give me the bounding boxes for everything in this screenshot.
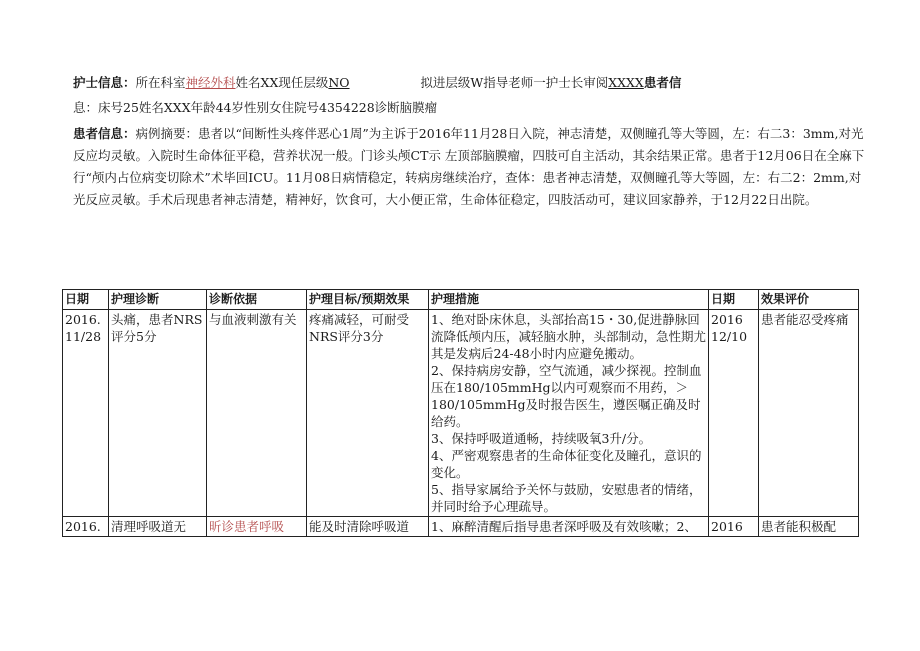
row-date: 2016. [63,517,109,537]
patient-info-label-start: 患者信 [643,75,682,90]
row-measures: 1、麻醉清醒后指导患者深呼吸及有效咳嗽；2、 [429,517,709,537]
name-level: 姓名XX现任层级 [235,75,329,90]
header-measures: 护理措施 [429,290,709,310]
case-summary: 病例摘要：患者以“间断性头疼伴恶心1周”为主诉于2016年11月28日入院，神志清楚，双侧瞳孔等大等圆，左：右二3：3mm,对光反应均灵敏。入院时生命体征平稳，营养状况一般。门诊头颅CT示 左顶部脑膜瘤，四肢可自主活动，其余结果正常。患者于12月06日在全麻下行“颅内占位病变切除术”术毕回ICU。11月08日病情稳定，转病房继续治疗，查体：患者神志清楚，双侧瞳孔等大等圆，左：右二2：2mm,对光反应灵敏。手术后现患者神志清楚，精神好，饮食可，大小便正常，生命体征稳定，四肢活动可，建议回家静养，于12月22日出院。 [73,126,865,207]
row-basis: 昕诊患者呼吸 [207,517,307,537]
department-value: 神经外科 [185,75,236,90]
header-date2: 日期 [709,290,759,310]
row-evaluation: 患者能积极配 [759,517,859,537]
row-evaluation: 患者能忍受疼痛 [759,310,859,517]
header-basis: 诊断依据 [207,290,307,310]
row-goal: 能及时清除呼吸道 [307,517,429,537]
row-date: 2016. 11/28 [63,310,109,517]
table-row [63,517,859,537]
dept-prefix: 所在科室 [135,75,186,90]
nurse-info-line2: 息：床号25姓名XXX年龄44岁性别女住院号4354228诊断脑膜瘤 [73,100,438,115]
row-basis: 与血液刺激有关 [207,310,307,517]
row-goal: 疼痛减轻，可耐受NRS评分3分 [307,310,429,517]
reviewer-value: XXXX [608,75,644,90]
nurse-info-line1 [73,72,870,94]
nurse-info [73,72,870,119]
row-date2: 2016 12/10 [709,310,759,517]
row-measures: 1、绝对卧床休息，头部抬高15・30,促进静脉回流降低颅内压，减轻脑水肿，头部制动，急性期尤其是发病后24-48小时内应避免搬动。 2、保持病房安静，空气流通，减少探视。控制血压在180/105mmHg以内可观察而不用药，＞180/105mmHg及时报告医生，遵医嘱正确及时给药。 3、保持呼吸道通畅，持续吸氧3升/分。 4、严密观察患者的生命体征变化及瞳孔，意识的变化。 5、指导家属给予关怀与鼓励，安慰患者的情绪，并同时给予心理疏导。 [429,310,709,517]
row-date2: 2016 [709,517,759,537]
nursing-care-table [62,289,859,537]
header-goal: 护理目标/预期效果 [307,290,429,310]
table-row [63,310,859,517]
proposed-level: 拟进层级W指导老师一护士长审阅 [420,75,609,90]
current-level-value: NO [328,75,350,90]
table-header-row [63,290,859,310]
header-evaluation: 效果评价 [759,290,859,310]
patient-info [73,123,870,211]
row-diagnosis: 头痛，患者NRS评分5分 [109,310,207,517]
row-diagnosis: 清理呼吸道无 [109,517,207,537]
nurse-info-label: 护士信息： [73,75,136,90]
header-date: 日期 [63,290,109,310]
header-diagnosis: 护理诊断 [109,290,207,310]
patient-info-label: 患者信息： [73,126,136,141]
